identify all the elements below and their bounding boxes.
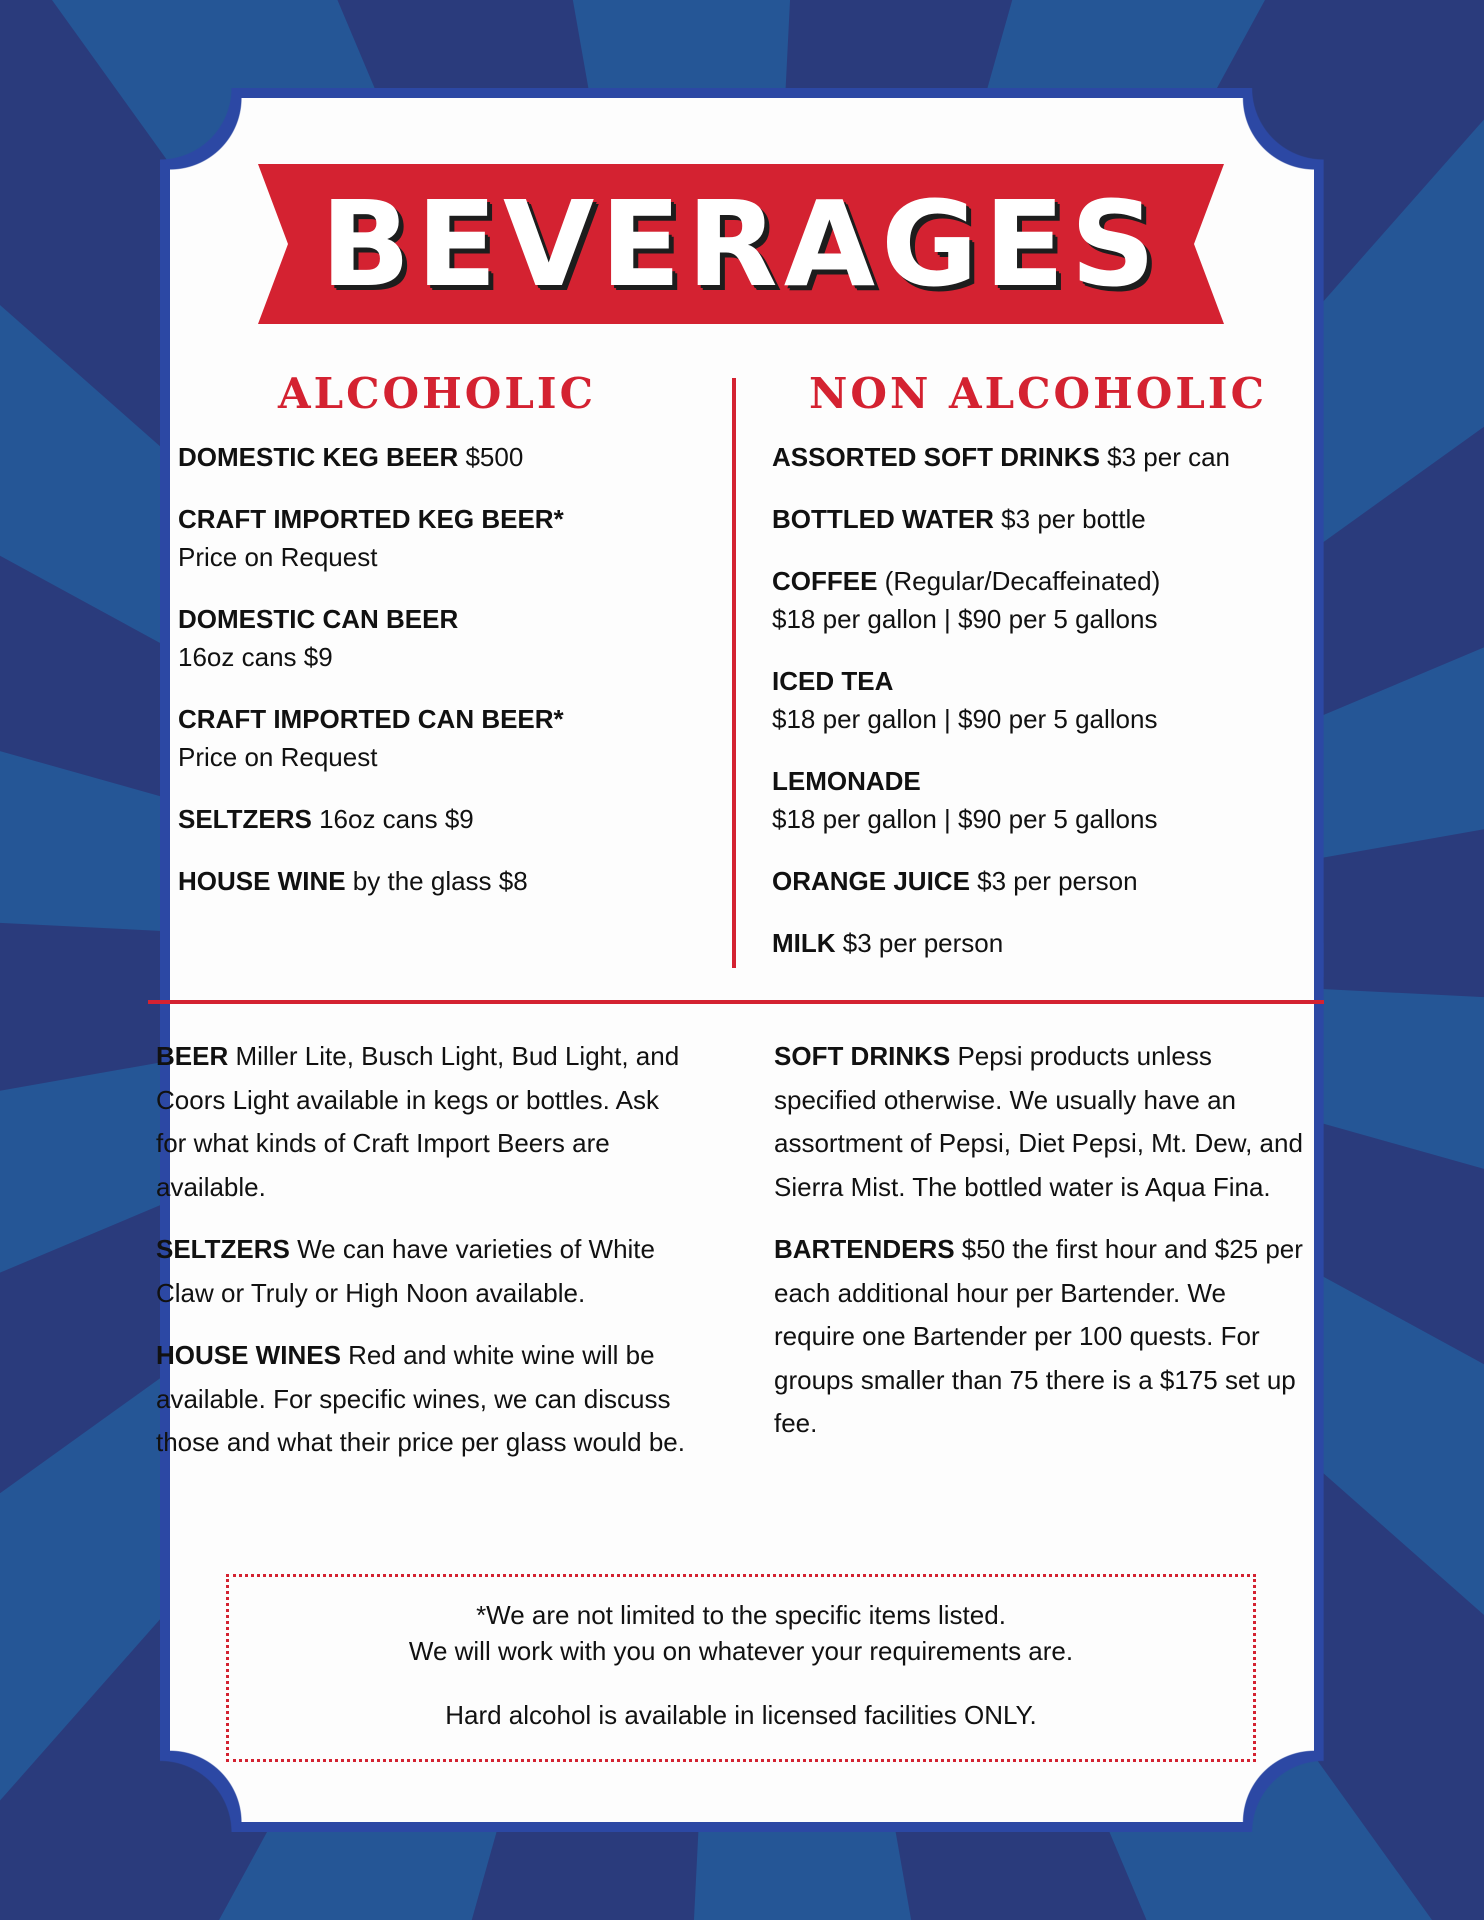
note-label: BARTENDERS bbox=[774, 1234, 955, 1264]
list-item bbox=[772, 438, 1324, 476]
footer-note-line: We will work with you on whatever your requirements are. bbox=[408, 1636, 1074, 1666]
column-divider bbox=[732, 378, 736, 968]
item-detail: $3 per can bbox=[1099, 442, 1231, 472]
item-name: COFFEE bbox=[772, 566, 878, 596]
item-detail: Price on Request bbox=[178, 742, 378, 772]
list-item bbox=[772, 762, 1324, 838]
alcoholic-list bbox=[178, 438, 718, 924]
note-label: SELTZERS bbox=[156, 1234, 290, 1264]
list-item bbox=[772, 662, 1324, 738]
page-title: BEVERAGES bbox=[320, 175, 1162, 313]
item-name: CRAFT IMPORTED CAN BEER* bbox=[178, 704, 564, 734]
item-name: LEMONADE bbox=[772, 766, 921, 796]
list-item bbox=[178, 438, 718, 476]
note-text: $50 the first hour and $25 per each additional hour per Bartender. We require one Bartender per 100 quests. For groups smaller than 75 there is a $175 set up fee. bbox=[774, 1234, 1303, 1438]
note-label: BEER bbox=[156, 1041, 229, 1071]
notes-right bbox=[774, 1035, 1310, 1465]
list-item bbox=[178, 500, 718, 576]
note-label: SOFT DRINKS bbox=[774, 1041, 951, 1071]
list-item bbox=[772, 562, 1324, 638]
note-house-wines bbox=[156, 1334, 696, 1465]
list-item bbox=[772, 500, 1324, 538]
item-detail: $500 bbox=[458, 442, 524, 472]
non-alcoholic-heading: NON ALCOHOLIC bbox=[809, 369, 1267, 418]
note-label: HOUSE WINES bbox=[156, 1340, 341, 1370]
item-name: ASSORTED SOFT DRINKS bbox=[772, 442, 1100, 472]
note-text: Pepsi products unless specified otherwise. We usually have an assortment of Pepsi, Diet Pepsi, Mt. Dew, and Sierra Mist. The bottled water is Aqua Fina. bbox=[774, 1041, 1303, 1202]
notes-left bbox=[156, 1035, 696, 1484]
item-detail: 16oz cans $9 bbox=[178, 642, 333, 672]
footer-note-box bbox=[226, 1574, 1256, 1762]
item-detail: 16oz cans $9 bbox=[311, 804, 474, 834]
note-text: We can have varieties of White Claw or Truly or High Noon available. bbox=[156, 1234, 655, 1308]
list-item bbox=[178, 700, 718, 776]
item-name: ORANGE JUICE bbox=[772, 866, 970, 896]
item-name: DOMESTIC CAN BEER bbox=[178, 604, 459, 634]
section-divider bbox=[148, 1000, 1324, 1004]
item-name: BOTTLED WATER bbox=[772, 504, 994, 534]
note-text: Red and white wine will be available. For specific wines, we can discuss those and what their price per glass would be. bbox=[156, 1340, 685, 1457]
list-item bbox=[772, 862, 1324, 900]
item-name: DOMESTIC KEG BEER bbox=[178, 442, 459, 472]
item-name: HOUSE WINE bbox=[178, 866, 346, 896]
item-name: MILK bbox=[772, 928, 836, 958]
item-name: SELTZERS bbox=[178, 804, 312, 834]
item-detail: by the glass $8 bbox=[345, 866, 528, 896]
non-alcoholic-list bbox=[772, 438, 1324, 986]
item-name: CRAFT IMPORTED KEG BEER* bbox=[178, 504, 564, 534]
footer-note-line: Hard alcohol is available in licensed facilities ONLY. bbox=[445, 1700, 1037, 1730]
item-detail: $3 per person bbox=[969, 866, 1138, 896]
list-item bbox=[178, 600, 718, 676]
item-price: $18 per gallon | $90 per 5 gallons bbox=[772, 604, 1158, 634]
item-detail: $3 per person bbox=[835, 928, 1004, 958]
note-soft-drinks bbox=[774, 1035, 1310, 1209]
list-item bbox=[772, 924, 1324, 962]
alcoholic-heading: ALCOHOLIC bbox=[277, 369, 596, 418]
note-text: Miller Lite, Busch Light, Bud Light, and Coors Light available in kegs or bottles. Ask for what kinds of Craft Import Beers are available. bbox=[156, 1041, 680, 1202]
item-detail: $3 per bottle bbox=[993, 504, 1146, 534]
note-beer bbox=[156, 1035, 696, 1209]
item-detail: (Regular/Decaffeinated) bbox=[877, 566, 1161, 596]
list-item bbox=[178, 862, 718, 900]
list-item bbox=[178, 800, 718, 838]
item-detail: Price on Request bbox=[178, 542, 378, 572]
item-price: $18 per gallon | $90 per 5 gallons bbox=[772, 804, 1158, 834]
item-name: ICED TEA bbox=[772, 666, 894, 696]
note-bartenders bbox=[774, 1228, 1310, 1446]
footer-note-line: *We are not limited to the specific items listed. bbox=[476, 1600, 1006, 1630]
item-price: $18 per gallon | $90 per 5 gallons bbox=[772, 704, 1158, 734]
note-seltzers bbox=[156, 1228, 696, 1315]
